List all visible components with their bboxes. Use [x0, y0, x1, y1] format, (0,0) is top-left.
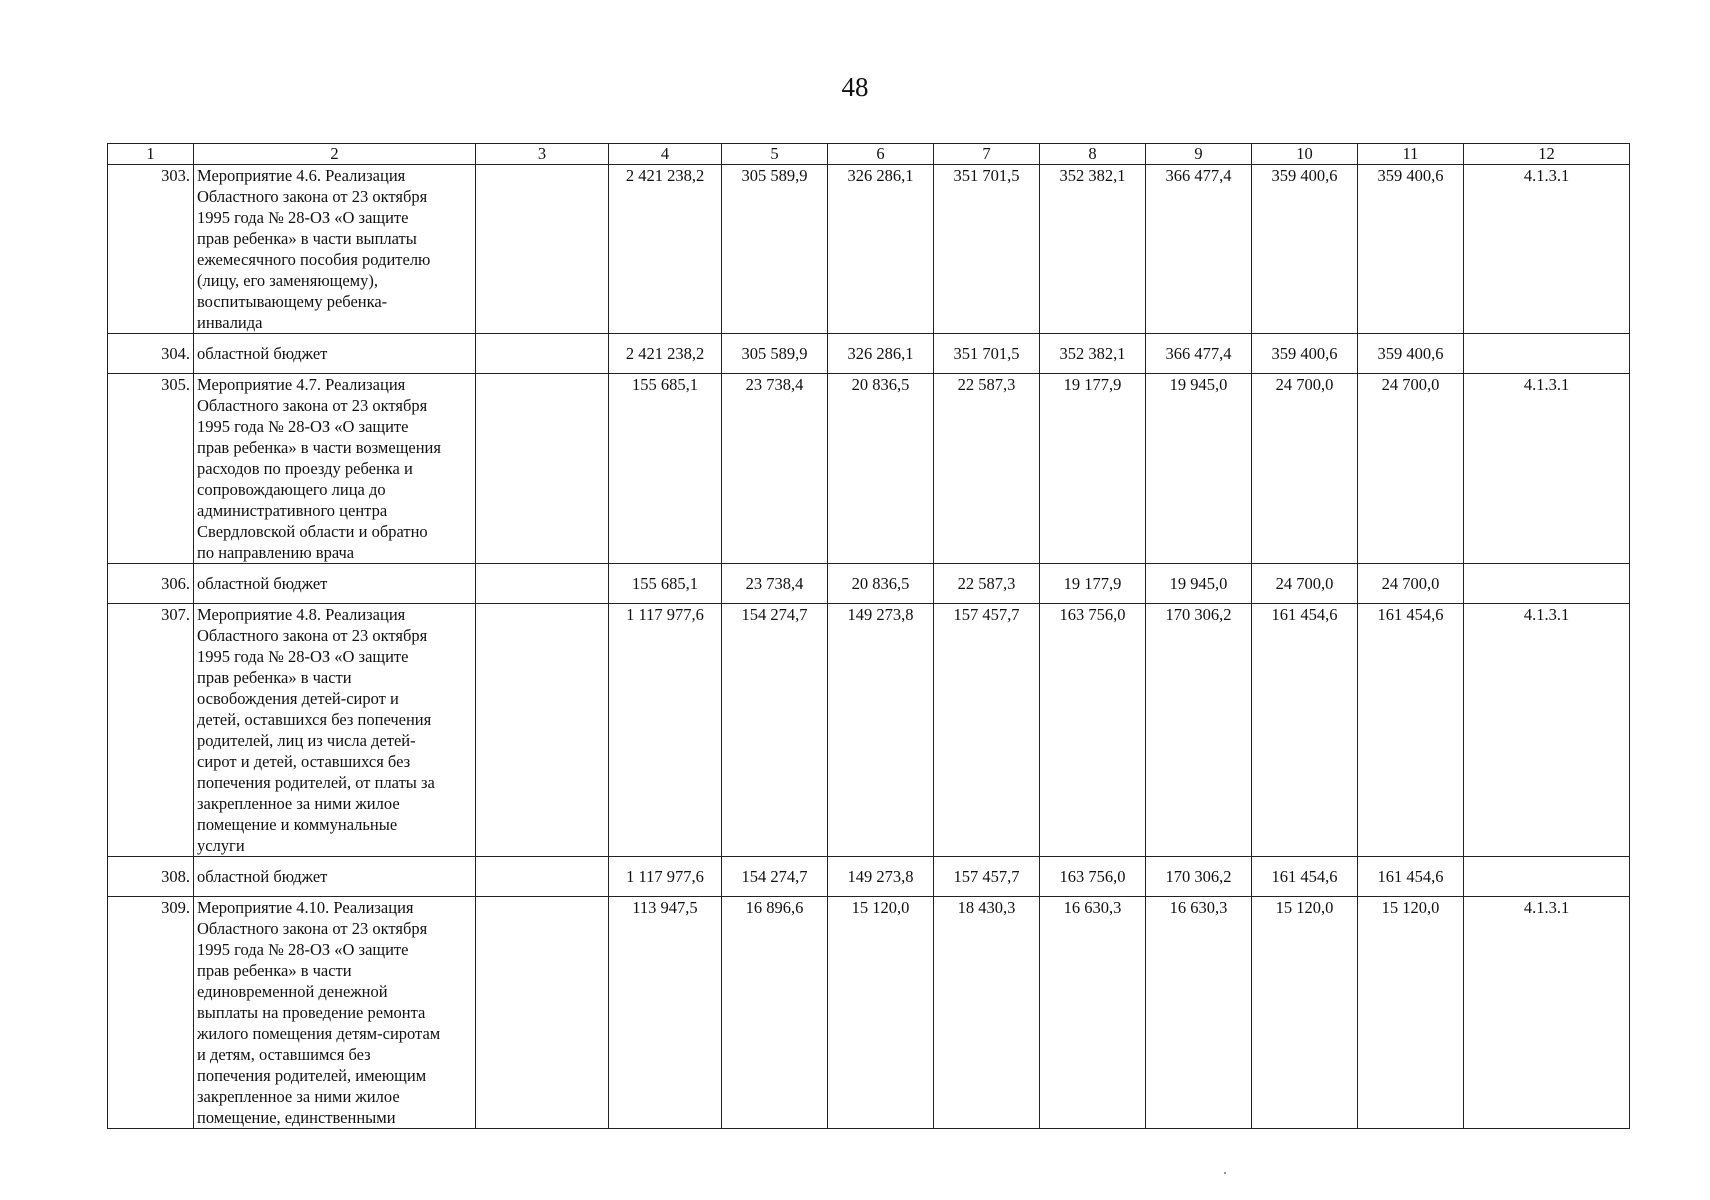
row-col3	[476, 604, 609, 857]
row-col3	[476, 374, 609, 564]
row-number: 306.	[108, 564, 194, 604]
row-value: 161 454,6	[1252, 604, 1358, 857]
row-value: 149 273,8	[828, 604, 934, 857]
row-number: 308.	[108, 857, 194, 897]
table-header-row	[108, 144, 1630, 165]
column-header: 5	[722, 144, 828, 165]
column-header: 7	[934, 144, 1040, 165]
row-description: Мероприятие 4.7. Реализация Областного закона от 23 октября 1995 года № 28-ОЗ «О защите прав ребенка» в части возмещения расходов по проезду ребенка и сопровождающего лица до административного центра Свердловской области и обратно по направлению врача	[194, 374, 476, 564]
row-value: 157 457,7	[934, 857, 1040, 897]
row-value: 19 177,9	[1040, 374, 1146, 564]
page-number: 48	[841, 72, 869, 102]
row-value: 161 454,6	[1252, 857, 1358, 897]
row-number: 307.	[108, 604, 194, 857]
row-col3	[476, 165, 609, 334]
row-value: 15 120,0	[1358, 897, 1464, 1129]
row-value: 20 836,5	[828, 374, 934, 564]
row-value: 24 700,0	[1358, 374, 1464, 564]
row-value: 16 896,6	[722, 897, 828, 1129]
row-code	[1464, 857, 1630, 897]
row-value: 359 400,6	[1252, 334, 1358, 374]
table-row	[108, 374, 1630, 564]
table-row	[108, 897, 1630, 1129]
row-value: 2 421 238,2	[609, 334, 722, 374]
budget-table	[107, 143, 1630, 1129]
row-value: 305 589,9	[722, 334, 828, 374]
row-value: 1 117 977,6	[609, 604, 722, 857]
column-header: 4	[609, 144, 722, 165]
row-col3	[476, 334, 609, 374]
row-value: 18 430,3	[934, 897, 1040, 1129]
row-value: 366 477,4	[1146, 165, 1252, 334]
row-value: 1 117 977,6	[609, 857, 722, 897]
row-description: Мероприятие 4.10. Реализация Областного закона от 23 октября 1995 года № 28-ОЗ «О защите прав ребенка» в части единовременной денежной выплаты на проведение ремонта жилого помещения детям-сиротам и детям, оставшимся без попечения родителей, имеющим закрепленное за ними жилое помещение, единственными	[194, 897, 476, 1129]
column-header: 3	[476, 144, 609, 165]
column-header: 12	[1464, 144, 1630, 165]
row-value: 2 421 238,2	[609, 165, 722, 334]
scan-speck	[1224, 1172, 1226, 1174]
row-code	[1464, 564, 1630, 604]
column-header: 2	[194, 144, 476, 165]
row-value: 22 587,3	[934, 564, 1040, 604]
row-number: 309.	[108, 897, 194, 1129]
row-number: 303.	[108, 165, 194, 334]
row-value: 155 685,1	[609, 374, 722, 564]
table-row-budget	[108, 564, 1630, 604]
column-header: 1	[108, 144, 194, 165]
column-header: 11	[1358, 144, 1464, 165]
row-value: 163 756,0	[1040, 604, 1146, 857]
row-description: областной бюджет	[194, 334, 476, 374]
row-value: 351 701,5	[934, 165, 1040, 334]
row-value: 15 120,0	[1252, 897, 1358, 1129]
row-value: 326 286,1	[828, 334, 934, 374]
row-value: 170 306,2	[1146, 857, 1252, 897]
row-value: 366 477,4	[1146, 334, 1252, 374]
row-number: 304.	[108, 334, 194, 374]
row-value: 305 589,9	[722, 165, 828, 334]
table-row	[108, 604, 1630, 857]
table-row-budget	[108, 857, 1630, 897]
row-value: 19 945,0	[1146, 374, 1252, 564]
row-value: 24 700,0	[1252, 564, 1358, 604]
row-description: областной бюджет	[194, 564, 476, 604]
row-description: областной бюджет	[194, 857, 476, 897]
row-value: 326 286,1	[828, 165, 934, 334]
row-value: 19 945,0	[1146, 564, 1252, 604]
row-value: 154 274,7	[722, 604, 828, 857]
row-value: 19 177,9	[1040, 564, 1146, 604]
row-value: 113 947,5	[609, 897, 722, 1129]
row-value: 359 400,6	[1358, 165, 1464, 334]
row-col3	[476, 564, 609, 604]
row-code: 4.1.3.1	[1464, 374, 1630, 564]
row-value: 351 701,5	[934, 334, 1040, 374]
row-number: 305.	[108, 374, 194, 564]
column-header: 6	[828, 144, 934, 165]
row-value: 352 382,1	[1040, 334, 1146, 374]
row-description: Мероприятие 4.6. Реализация Областного закона от 23 октября 1995 года № 28-ОЗ «О защите прав ребенка» в части выплаты ежемесячного пособия родителю (лицу, его заменяющему), воспитывающему ребенка- инвалида	[194, 165, 476, 334]
row-value: 155 685,1	[609, 564, 722, 604]
row-value: 170 306,2	[1146, 604, 1252, 857]
table-row	[108, 165, 1630, 334]
row-value: 359 400,6	[1358, 334, 1464, 374]
column-header: 9	[1146, 144, 1252, 165]
row-code: 4.1.3.1	[1464, 604, 1630, 857]
row-value: 157 457,7	[934, 604, 1040, 857]
row-value: 161 454,6	[1358, 857, 1464, 897]
row-value: 23 738,4	[722, 374, 828, 564]
row-value: 24 700,0	[1358, 564, 1464, 604]
row-value: 154 274,7	[722, 857, 828, 897]
row-code: 4.1.3.1	[1464, 897, 1630, 1129]
row-value: 24 700,0	[1252, 374, 1358, 564]
column-header: 8	[1040, 144, 1146, 165]
row-value: 149 273,8	[828, 857, 934, 897]
row-value: 22 587,3	[934, 374, 1040, 564]
row-code	[1464, 334, 1630, 374]
row-col3	[476, 857, 609, 897]
row-value: 352 382,1	[1040, 165, 1146, 334]
row-value: 20 836,5	[828, 564, 934, 604]
row-value: 16 630,3	[1146, 897, 1252, 1129]
row-value: 23 738,4	[722, 564, 828, 604]
row-value: 161 454,6	[1358, 604, 1464, 857]
row-col3	[476, 897, 609, 1129]
row-value: 15 120,0	[828, 897, 934, 1129]
column-header: 10	[1252, 144, 1358, 165]
row-code: 4.1.3.1	[1464, 165, 1630, 334]
row-value: 16 630,3	[1040, 897, 1146, 1129]
table-row-budget	[108, 334, 1630, 374]
row-value: 359 400,6	[1252, 165, 1358, 334]
row-value: 163 756,0	[1040, 857, 1146, 897]
row-description: Мероприятие 4.8. Реализация Областного закона от 23 октября 1995 года № 28-ОЗ «О защите прав ребенка» в части освобождения детей-сирот и детей, оставшихся без попечения родителей, лиц из числа детей- сирот и детей, оставшихся без попечения родителей, от платы за закрепленное за ними жилое помещение и коммунальные услуги	[194, 604, 476, 857]
